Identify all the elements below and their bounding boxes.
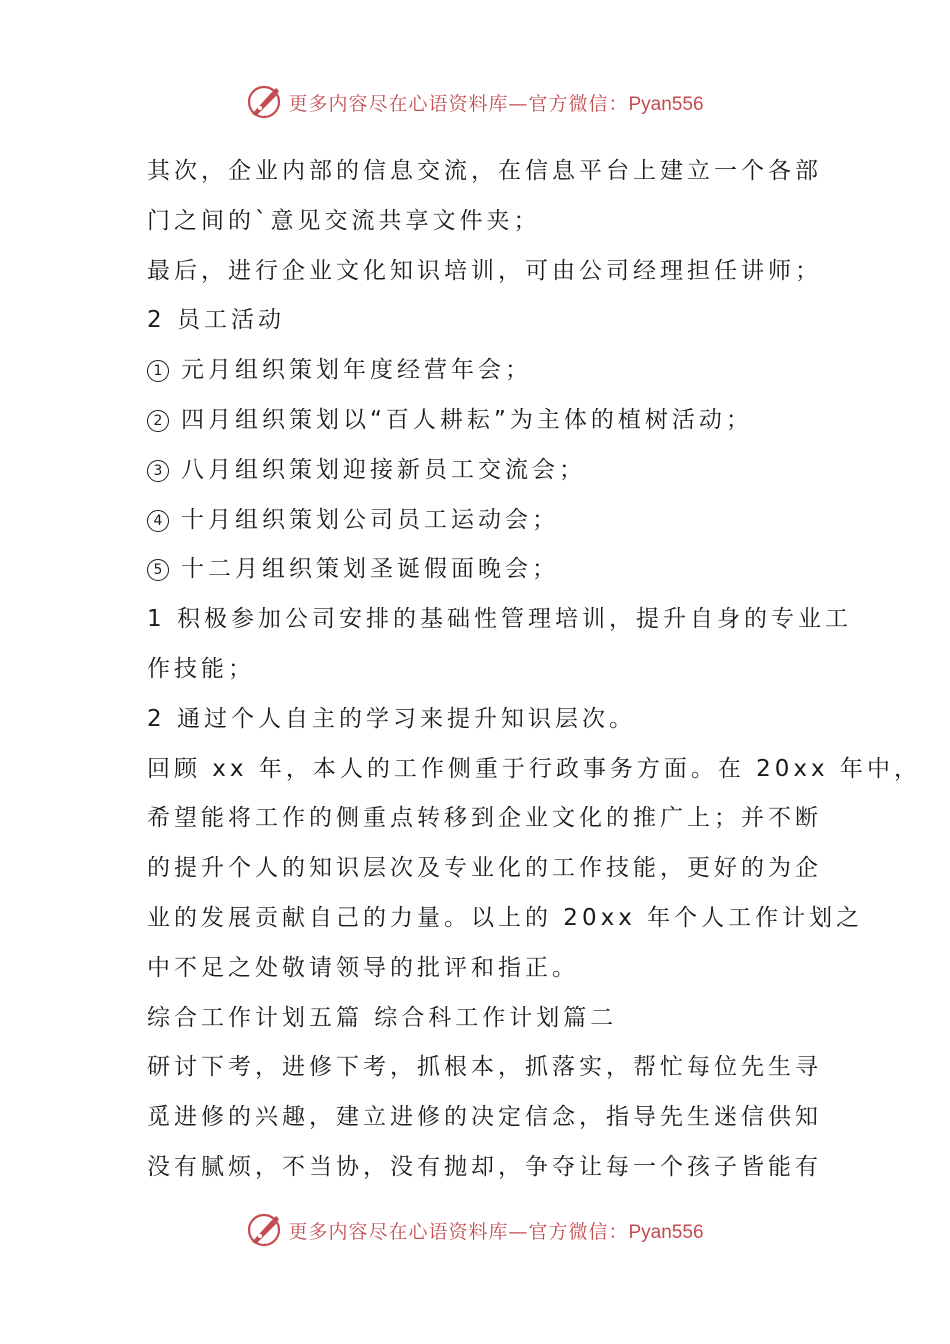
list-item: 2 四月组织策划以“百人耕耘”为主体的植树活动； <box>147 396 827 446</box>
document-body <box>147 147 921 1193</box>
circled-number: 5 <box>147 559 169 581</box>
circled-number: 3 <box>147 460 169 482</box>
text-line: 门之间的`意见交流共享文件夹； <box>147 207 541 234</box>
list-item: 5 十二月组织策划圣诞假面晚会； <box>147 545 827 595</box>
circled-number: 1 <box>147 360 169 382</box>
text-line: 作技能； <box>147 655 255 682</box>
text-line: 的提升个人的知识层次及专业化的工作技能，更好的为企 <box>147 855 822 882</box>
circled-number: 4 <box>147 510 169 532</box>
list-item: 1 元月组织策划年度经营年会； <box>147 346 827 396</box>
list-item: 4 十月组织策划公司员工运动会； <box>147 496 827 546</box>
pen-nib-logo-icon <box>246 84 282 120</box>
banner-text: 更多内容尽在心语资料库—官方微信：Pyan556 <box>288 1220 704 1243</box>
banner-wechat-id: Pyan556 <box>628 93 704 115</box>
text-line: 觅进修的兴趣，建立进修的决定信念，指导先生迷信供知 <box>147 1104 822 1131</box>
text-line: 回顾 xx 年，本人的工作侧重于行政事务方面。在 20xx 年中， <box>147 755 921 782</box>
text-line: 业的发展贡献自己的力量。以上的 20xx 年个人工作计划之 <box>147 904 864 931</box>
text-line: 其次，企业内部的信息交流，在信息平台上建立一个各部 <box>147 158 822 184</box>
list-item: 3 八月组织策划迎接新员工交流会； <box>147 446 827 496</box>
text-line: 最后，进行企业文化知识培训，可由公司经理担任讲师； <box>147 257 822 284</box>
text-line: 没有腻烦，不当协，没有抛却，争夺让每一个孩子皆能有 <box>147 1153 822 1180</box>
section-heading: 2 员工活动 <box>147 307 285 334</box>
text-line: 1 积极参加公司安排的基础性管理培训，提升自身的专业工 <box>147 606 852 633</box>
text-line: 研讨下考，进修下考，抓根本，抓落实，帮忙每位先生寻 <box>147 1054 822 1081</box>
text-line: 2 通过个人自主的学习来提升知识层次。 <box>147 705 636 732</box>
section-title: 综合工作计划五篇 综合科工作计划篇二 <box>147 1004 618 1031</box>
text-line: 中不足之处敬请领导的批评和指正。 <box>147 954 579 981</box>
banner-wechat-id: Pyan556 <box>628 1221 704 1243</box>
header-banner <box>0 80 950 124</box>
text-line: 希望能将工作的侧重点转移到企业文化的推广上；并不断 <box>147 805 822 832</box>
footer-banner <box>0 1208 950 1252</box>
circled-number: 2 <box>147 410 169 432</box>
banner-text: 更多内容尽在心语资料库—官方微信：Pyan556 <box>288 92 704 115</box>
pen-nib-logo-icon <box>246 1212 282 1248</box>
